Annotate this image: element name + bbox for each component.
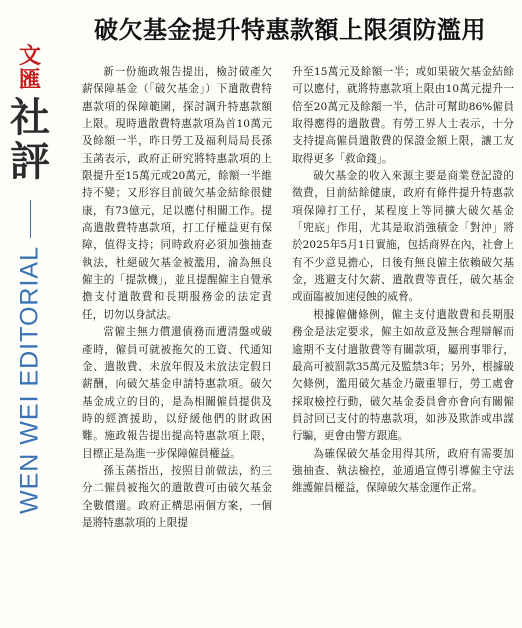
- paragraph: 孫玉菡指出，按照目前做法，約三分二僱員被拖欠的遣散費可由破欠基金全數償還。政府正構思兩個方案，一個是將特惠款項的上限提: [82, 464, 272, 529]
- column-name: 社評: [10, 94, 50, 185]
- paragraph: 當僱主無力償還債務而遭清盤或破產時，僱員可就被拖欠的工資、代通知金、遣散費、未放年假及未放法定假日薪酬，向破欠基金申請特惠款項。破欠基金成立的目的，是為相關僱員提供及時的經濟援助，以紓緩他們的財政困難。施政報告提出提高特惠款項上限，目標正是為進一步保障僱員權益。: [82, 326, 272, 460]
- paragraph: 根據僱傭條例，僱主支付遣散費和長期服務金是法定要求，僱主如故意及無合理辯解而逾期不支付遣散費等有關款項，屬刑事罪行，最高可被罰款35萬元及監禁3年；另外，根據破欠條例，濫用破欠基金乃嚴重罪行，勞工處會採取檢控行動，破欠基金委員會亦會向有關僱員討回已支付的特惠款項，如涉及欺詐或串謀行騙，更會由警方跟進。: [292, 308, 514, 443]
- column-name-english: WEN WEI EDITORIAL: [15, 246, 44, 514]
- column-name-english-wrap: [10, 240, 50, 520]
- article-column-1: [82, 64, 272, 624]
- headline: 破欠基金提升特惠款額上限須防濫用: [94, 16, 486, 44]
- paragraph: 破欠基金的收入來源主要是商業登記證的徵費，目前結餘健康，政府有條件提升特惠款項保障打工仔，某程度上等同擴大破欠基金「兜底」作用，尤其是取消強積金「對沖」將於2025年5月1日實施，包括商界在內，社會上有不少意見擔心，日後有無良僱主依賴破欠基金，逃避支付欠薪、遣散費等責任，破欠基金或面臨被加速侵蝕的威脅。: [292, 170, 514, 304]
- paragraph: 為確保破欠基金用得其所，政府有需要加強抽查、執法檢控，並通過宣傳引導僱主守法維護僱員權益，保障破欠基金運作正常。: [292, 447, 514, 495]
- divider-line: [30, 200, 31, 238]
- paragraph: 升至15萬元及餘額一半；或如果破欠基金結餘可以應付，就將特惠款項上限由10萬元提升一倍至20萬元及餘額一半，估計可幫助86%僱員取得應得的遣散費。有勞工界人士表示，十分支持提高僱員遣散費的保證金額上限，讓工友取得更多「救命錢」。: [292, 66, 514, 165]
- wenwei-logo: 文匯: [18, 43, 41, 93]
- paragraph: 新一份施政報告提出，檢討破產欠薪保障基金（「破欠基金」）下遣散費特惠款項的保障範圍，探討調升特惠款額上限。現時遣散費特惠款項為首10萬元及餘額一半，昨日勞工及福利局局長孫玉菡表示，政府正研究將特惠款項的上限提升至15萬元或20萬元，餘額一半維持不變；又形容目前破欠基金結餘很健康，有73億元，足以應付相關工作。提高遣散費特惠款項，打工仔權益更有保障，值得支持；同時政府必須加強抽查執法，杜絕破欠基金被濫用，淪為無良僱主的「提款機」，並且提醒僱主自覺承擔支付遣散費和長期服務金的法定責任，切勿以身試法。: [82, 66, 272, 321]
- article-column-2: [292, 64, 514, 624]
- masthead-sidebar: [0, 0, 60, 628]
